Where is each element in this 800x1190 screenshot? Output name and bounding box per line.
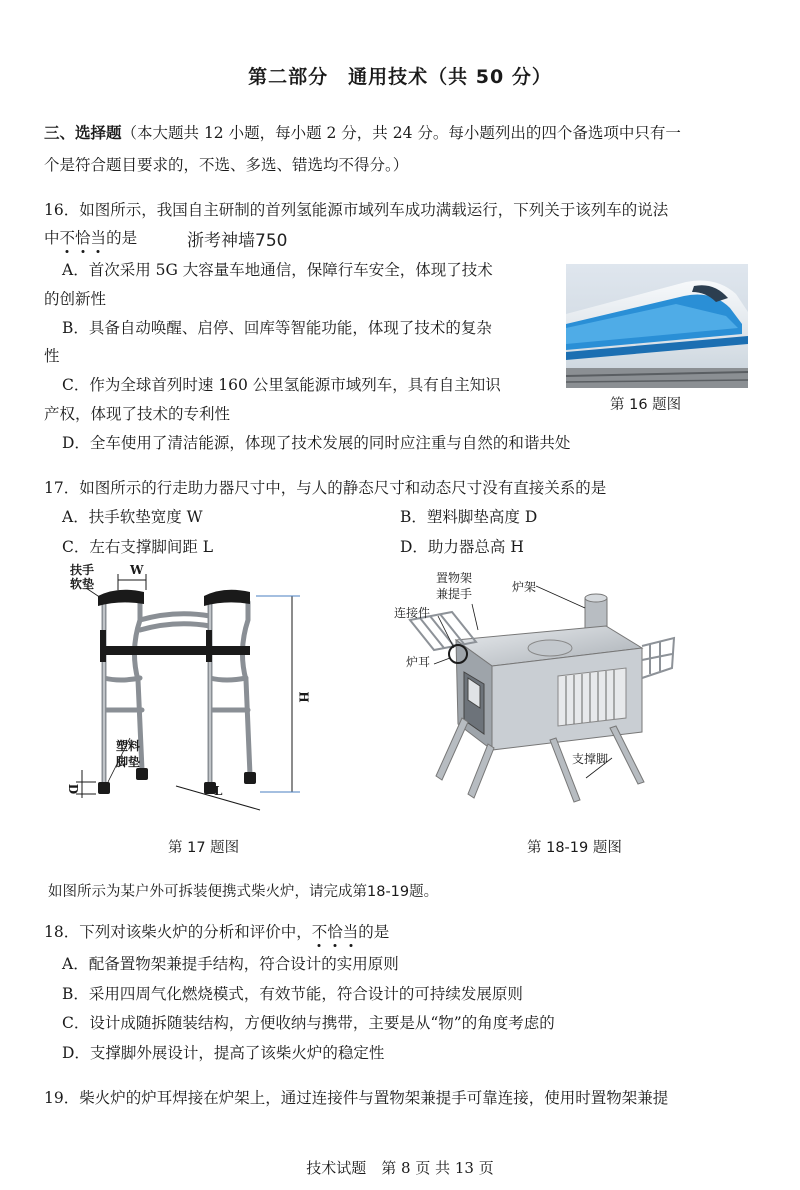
q17-figure-caption: 第 17 题图: [168, 840, 240, 856]
q18-option-d[interactable]: D．支撑脚外展设计，提高了该柴火炉的稳定性: [62, 1044, 385, 1062]
q16-option-b-line2: 性: [44, 347, 60, 365]
stove-label-rack-1: 置物架: [436, 571, 473, 585]
walker-label-d: D: [66, 783, 81, 795]
section3-intro-text: （本大题共 12 小题，每小题 2 分，共 24 分。每小题列出的四个备选项中只有一: [121, 124, 681, 142]
q16-stem-line2: [44, 228, 137, 248]
q17-option-d[interactable]: D．助力器总高 H: [400, 538, 524, 556]
q16-figure-caption: 第 16 题图: [610, 397, 682, 413]
section-title: 第二部分 通用技术（共 50 分）: [248, 66, 552, 88]
q16-stem-post: 的是: [106, 229, 138, 247]
q18-stem: [44, 922, 389, 942]
walker-label-h: H: [296, 691, 311, 703]
walker-label-armrest-2: 软垫: [70, 577, 95, 591]
q18-stem-pre: 18．下列对该柴火炉的分析和评价中，: [44, 923, 312, 941]
handwritten-note: 浙考神墙750: [187, 231, 288, 251]
emphasis-char: 当: [90, 229, 107, 247]
stove-label-connector: 连接件: [394, 606, 431, 620]
q16-option-d[interactable]: D．全车使用了清洁能源，体现了技术发展的同时应注重与自然的和谐共处: [62, 434, 571, 452]
stove-label-frame: 炉架: [512, 580, 537, 594]
walker-label-pad-1: 塑料: [116, 739, 141, 753]
q17-option-c[interactable]: C．左右支撑脚间距 L: [62, 538, 214, 556]
emphasis-char: 恰: [327, 923, 343, 941]
page-footer: 技术试题 第 8 页 共 13 页: [306, 1159, 494, 1177]
stove-label-legs: 支撑脚: [572, 752, 609, 766]
section3-intro-line1: [44, 123, 681, 143]
q17-option-a[interactable]: A．扶手软垫宽度 W: [62, 508, 203, 526]
q19-stem: 19．柴火炉的炉耳焊接在炉架上，通过连接件与置物架兼提手可靠连接，使用时置物架兼提: [44, 1089, 669, 1107]
q16-option-a-line2: 的创新性: [44, 290, 107, 308]
q18-stem-post: 的是: [358, 923, 390, 941]
q16-stem-pre: 中: [44, 229, 60, 247]
q18-19-intro: 如图所示为某户外可拆装便携式柴火炉，请完成第18-19题。: [48, 884, 439, 900]
stove-figure-caption: 第 18-19 题图: [527, 840, 622, 856]
q16-option-c-line1[interactable]: C．作为全球首列时速 160 公里氢能源市域列车，具有自主知识: [62, 376, 501, 394]
section3-heading: 三、选择题: [44, 124, 122, 142]
q18-option-a[interactable]: A．配备置物架兼提手结构，符合设计的实用原则: [62, 955, 399, 973]
q16-option-c-line2: 产权，体现了技术的专利性: [44, 405, 231, 423]
walker-label-armrest-1: 扶手: [70, 563, 95, 577]
emphasis-char: 不: [311, 923, 328, 941]
train-figure: [566, 264, 748, 388]
walker-label-l: L: [214, 784, 223, 798]
q17-stem: 17．如图所示的行走助力器尺寸中，与人的静态尺寸和动态尺寸没有直接关系的是: [44, 479, 607, 497]
q16-stem-line1: 16．如图所示，我国自主研制的首列氢能源市域列车成功满载运行，下列关于该列车的说法: [44, 201, 669, 219]
emphasis-char: 不: [59, 229, 76, 247]
q16-option-b-line1[interactable]: B．具备自动唤醒、启停、回库等智能功能，体现了技术的复杂: [62, 319, 492, 337]
walker-figure: [60, 560, 320, 825]
stove-label-ear: 炉耳: [406, 655, 431, 669]
walker-label-pad-2: 脚垫: [116, 755, 141, 769]
stove-label-rack-2: 兼提手: [436, 587, 473, 601]
q16-option-a-line1[interactable]: A．首次采用 5G 大容量车地通信，保障行车安全，体现了技术: [62, 261, 493, 279]
walker-label-w: W: [130, 563, 144, 577]
q17-option-b[interactable]: B．塑料脚垫高度 D: [400, 508, 538, 526]
emphasis-char: 当: [342, 923, 359, 941]
section3-intro-line2: 个是符合题目要求的，不选、多选、错选均不得分。）: [44, 156, 409, 174]
q18-option-b[interactable]: B．采用四周气化燃烧模式，有效节能，符合设计的可持续发展原则: [62, 985, 523, 1003]
q18-option-c[interactable]: C．设计成随拆随装结构，方便收纳与携带，主要是从“物”的角度考虑的: [62, 1014, 555, 1032]
emphasis-char: 恰: [75, 229, 91, 247]
